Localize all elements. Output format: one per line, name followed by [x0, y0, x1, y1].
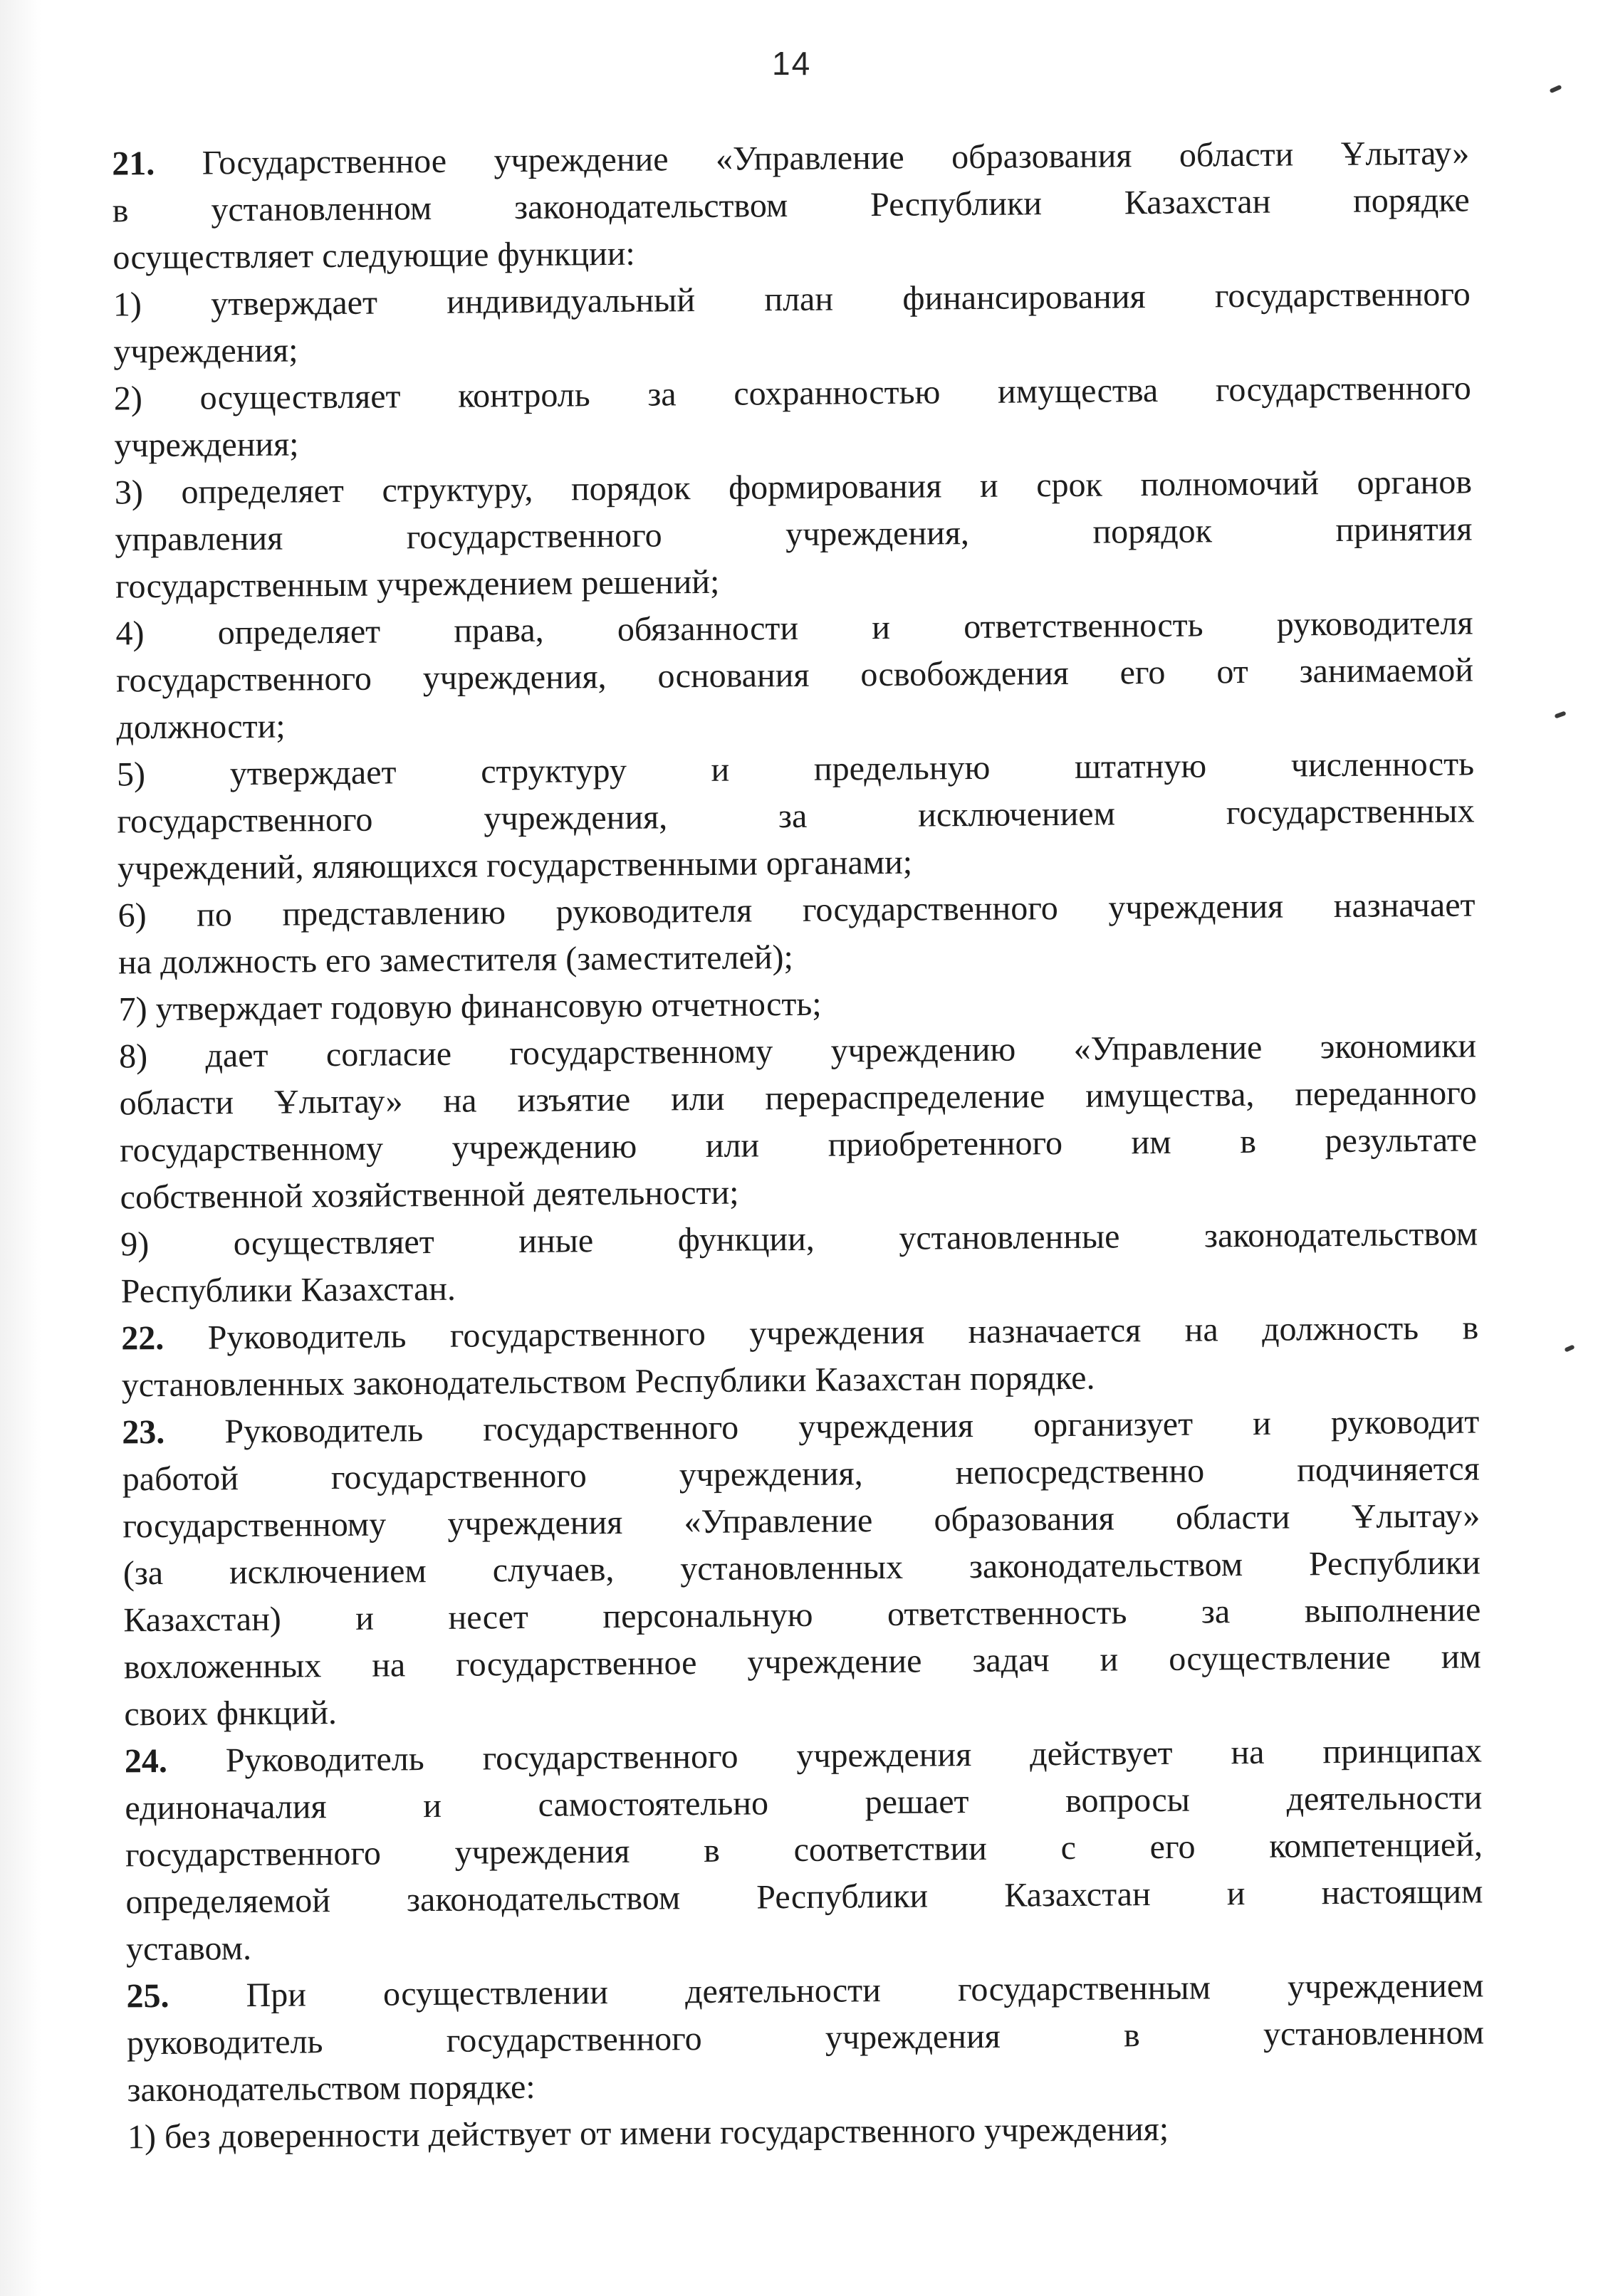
text-line: работой государственного учреждения, непосредственно подчиняется: [122, 1450, 1480, 1499]
text-line: области Ұлытау» на изъятие или перераспределение имущества, переданного: [119, 1074, 1477, 1123]
text-line: государственным учреждением решений;: [115, 562, 720, 606]
text-line: Республики Казахстан.: [120, 1269, 456, 1311]
text-line: Казахстан) и несет персональную ответственность за выполнение: [123, 1590, 1481, 1640]
text-line: законодательством порядке:: [127, 2067, 536, 2109]
text-line: установленных законодательством Республики Казахстан порядке.: [121, 1358, 1095, 1405]
text-line: государственного учреждения, основания освобождения его от занимаемой: [115, 651, 1474, 700]
text-line: 3) определяет структуру, порядок формирования и срок полномочий органов: [114, 463, 1473, 512]
text-line: 1) без доверенности действует от имени государственного учреждения;: [127, 2109, 1169, 2156]
text-line: 2) осуществляет контроль за сохранностью имущества государственного: [113, 369, 1472, 418]
paragraph-number: 22.: [121, 1319, 165, 1358]
text-line: 25. При осуществлении деятельности государственным учреждением: [126, 1966, 1484, 2015]
paragraph-number: 25.: [126, 1976, 169, 2015]
text-line: осуществляет следующие функции:: [113, 234, 635, 277]
page-number: 14: [772, 45, 812, 82]
text-line: определяемой законодательством Республики Казахстан и настоящим: [125, 1872, 1483, 1922]
scan-edge-shading: [0, 0, 41, 2296]
text-line: своих фнкций.: [124, 1694, 338, 1734]
text-line: 24. Руководитель государственного учреждения действует на принципах: [124, 1731, 1483, 1781]
text-line: учреждения;: [114, 425, 299, 465]
text-line: 8) дает согласие государственному учреждению «Управление экономики: [118, 1027, 1477, 1076]
text-line: 5) утверждает структуру и предельную штатную численность: [116, 745, 1475, 794]
text-line: вохложенных на государственное учреждение задач и осуществление им: [123, 1637, 1482, 1687]
text-line: управления государственного учреждения, порядок принятия: [115, 510, 1473, 559]
text-line: 22. Руководитель государственного учреждения назначается на должность в: [121, 1309, 1479, 1358]
paragraph-number: 21.: [112, 145, 155, 183]
text-line: 1) утверждает индивидуальный план финансирования государственного: [113, 275, 1471, 324]
text-line: (за исключением случаев, установленных законодательством Республики: [122, 1543, 1481, 1593]
text-line: 23. Руководитель государственного учреждения организует и руководит: [122, 1403, 1480, 1452]
text-line: учреждения;: [113, 331, 298, 371]
text-line: руководитель государственного учреждения в установленном: [126, 2013, 1485, 2062]
text-line: 9) осуществляет иные функции, установленные законодательством: [120, 1215, 1478, 1264]
text-line: 21. Государственное учреждение «Управление образования области Ұлытау»: [112, 134, 1470, 183]
scan-artifact-mark: [1564, 1344, 1575, 1352]
scan-artifact-mark: [1550, 85, 1562, 93]
text-line: государственного учреждения в соответствии с его компетенцией,: [125, 1825, 1483, 1875]
document-body: [112, 130, 1485, 2161]
text-line: единоначалия и самостоятельно решает вопросы деятельности: [125, 1778, 1483, 1828]
text-line: 7) утверждает годовую финансовую отчетность;: [118, 985, 822, 1029]
text-line: 6) по представлению руководителя государственного учреждения назначает: [118, 886, 1476, 935]
text-line: государственному учреждению или приобретенного им в результате: [119, 1121, 1478, 1170]
paragraph-number: 23.: [122, 1412, 165, 1452]
text-line: уставом.: [125, 1929, 252, 1969]
text-line: учреждений, яляющихся государственными органами;: [117, 843, 913, 888]
text-line: на должность его заместителя (заместителей);: [118, 938, 794, 982]
text-line: 4) определяет права, обязанности и ответственность руководителя: [115, 604, 1473, 653]
text-line: собственной хозяйственной деятельности;: [120, 1173, 739, 1217]
scan-artifact-mark: [1554, 711, 1566, 718]
text-line: государственного учреждения, за исключением государственных: [117, 792, 1475, 841]
text-line: должности;: [116, 707, 286, 747]
text-line: в установленном законодательством Республики Казахстан порядке: [112, 181, 1470, 230]
text-line: государственному учреждения «Управление образования области Ұлытау»: [122, 1496, 1481, 1546]
paragraph-number: 24.: [124, 1741, 168, 1781]
